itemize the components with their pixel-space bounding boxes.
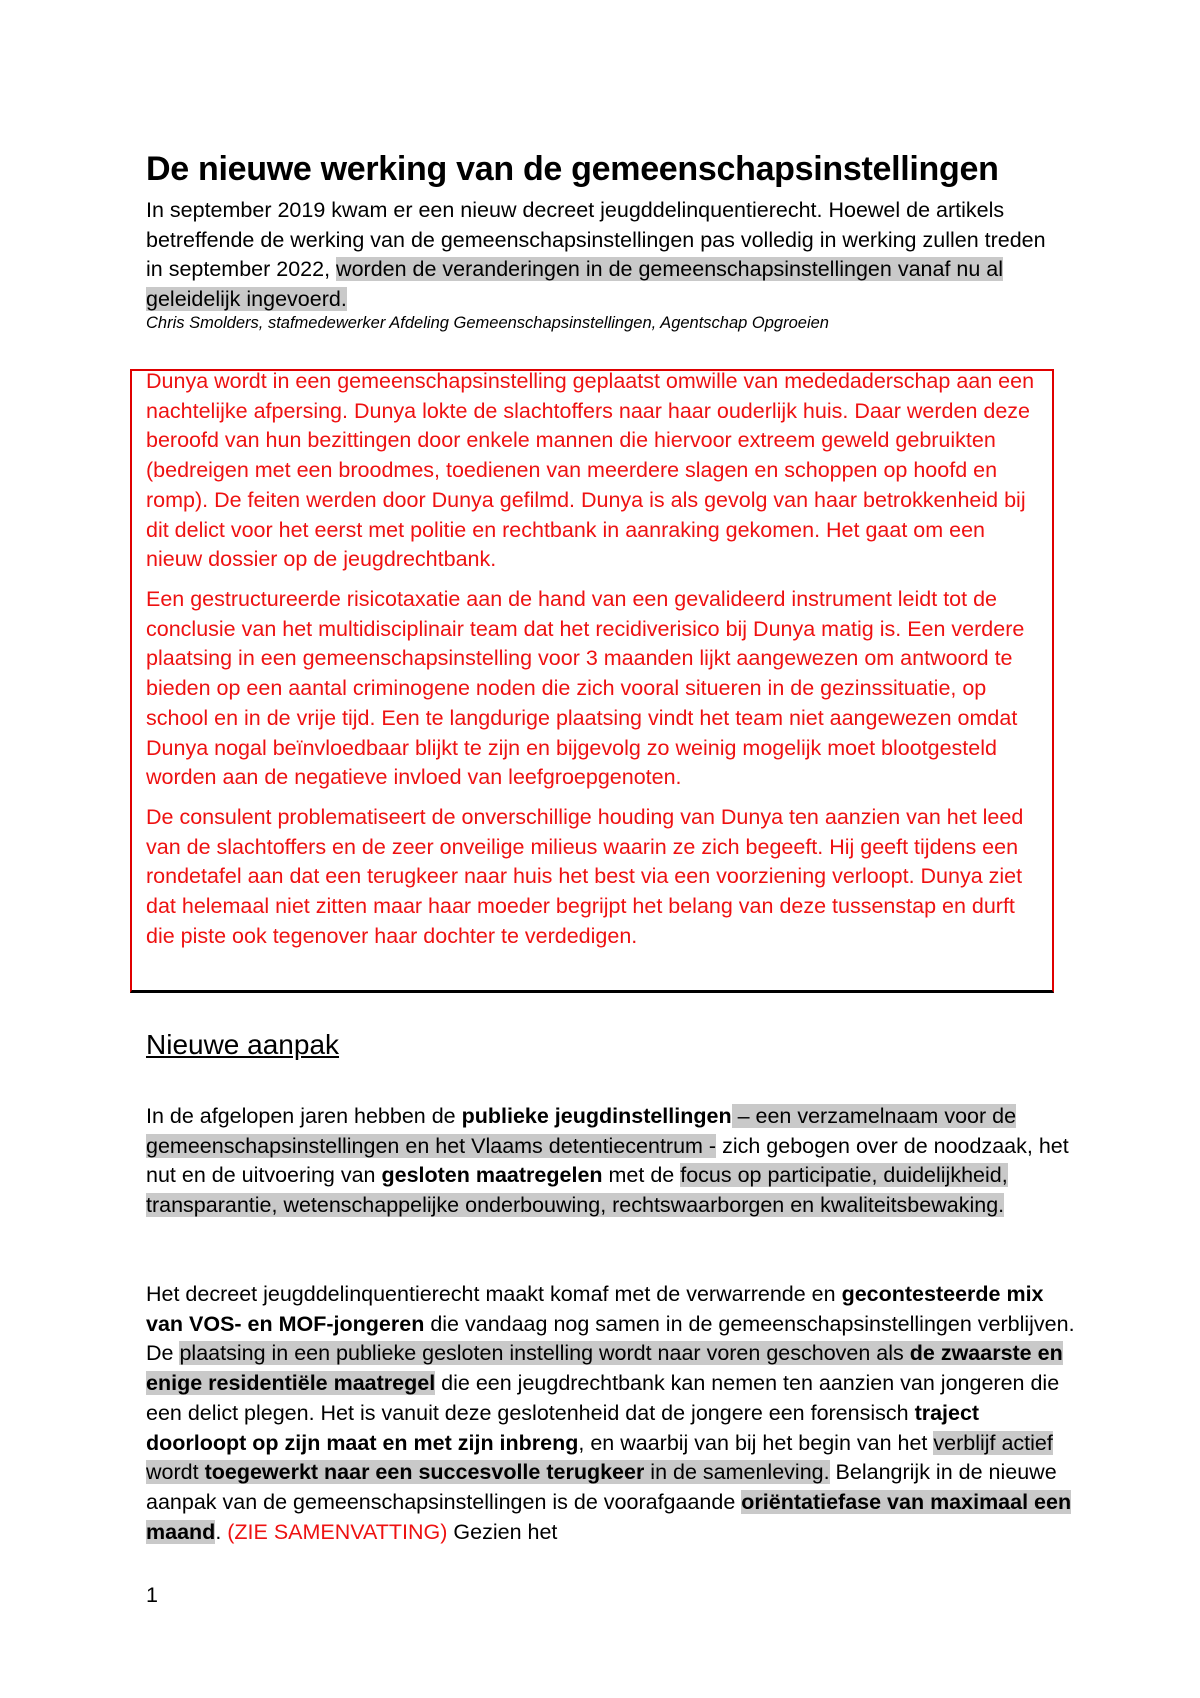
- summary-reference: (ZIE SAMENVATTING): [227, 1519, 448, 1544]
- highlight-run: plaatsing in een publieke gesloten instelling wordt naar voren geschoven als: [179, 1341, 910, 1366]
- text-run: Het decreet jeugddelinquentierecht maakt komaf met de verwarrende en: [146, 1282, 842, 1306]
- highlight-run: focus op participatie, duidelijkheid, transparantie, wetenschappelijke onderbouwing, rechtswaarborgen en kwaliteitsbewaking.: [146, 1163, 1008, 1218]
- bold-run: publieke jeugdinstellingen: [461, 1104, 732, 1128]
- section-heading: Nieuwe aanpak: [146, 1029, 340, 1060]
- text-run: die vandaag nog samen in de gemeenschapsinstellingen verblijven. De: [146, 1311, 1075, 1366]
- intro-highlight: worden de veranderingen in de gemeenschapsinstellingen vanaf nu al geleidelijk ingevoerd.: [146, 257, 1004, 312]
- bold-highlight-run: toegewerkt naar een succesvolle terugkeer: [204, 1460, 645, 1485]
- text-run: Belangrijk in de nieuwe aanpak van de gemeenschapsinstellingen is de voorafgaande: [146, 1460, 1057, 1514]
- case-paragraph-3: De consulent problematiseert de onverschillige houding van Dunya ten aanzien van het leed van de slachtoffers en de zeer onveilige milieus waarin ze zich begeeft. Hij geeft tijdens een rondetafel aan dat een terugkeer naar huis het best via een voorziening verloopt. Dunya ziet dat helemaal niet zitten maar haar moeder begrijpt het belang van deze tussenstap en durft die piste ook tegenover haar dochter te verdedigen.: [146, 805, 1024, 948]
- text-run: zich gebogen over de noodzaak, het nut en de uitvoering van: [146, 1133, 1069, 1188]
- document-title: De nieuwe werking van de gemeenschapsinstellingen: [146, 150, 999, 188]
- case-paragraph-2: Een gestructureerde risicotaxatie aan de hand van een gevalideerd instrument leidt tot de conclusie van het multidisciplinair team dat het recidiverisico bij Dunya matig is. Een verdere plaatsing in een gemeenschapsinstelling voor 3 maanden lijkt aangewezen om antwoord te bieden op een aantal criminogene noden die zich vooral situeren in de gezinssituatie, op school en in de vrije tijd. Een te langdurige plaatsing vindt het team niet aangewezen omdat Dunya nogal beïnvloedbaar blijkt te zijn en bijgevolg zo weinig mogelijk moet blootgesteld worden aan de negatieve invloed van leefgroepgenoten.: [146, 587, 1025, 790]
- highlight-run: verblijf actief wordt: [146, 1430, 1053, 1485]
- bold-highlight-run: de zwaarste en enige residentiële maatregel: [146, 1341, 1063, 1396]
- text-run: met de: [602, 1163, 681, 1188]
- highlight-run: – een verzamelnaam voor de gemeenschapsinstellingen en het Vlaams detentiecentrum -: [146, 1104, 1017, 1158]
- body-paragraph-1: [146, 1102, 1076, 1221]
- case-study-box: [130, 369, 1054, 993]
- page-number: 1: [146, 1583, 158, 1607]
- text-run: .: [215, 1519, 228, 1544]
- bold-highlight-run: oriëntatiefase van maximaal een maand: [146, 1489, 1072, 1544]
- text-run: , en waarbij van bij het begin van het: [578, 1430, 934, 1455]
- text-run: Gezien het: [447, 1519, 558, 1544]
- author-line: Chris Smolders, stafmedewerker Afdeling Gemeenschapsinstellingen, Agentschap Opgroeien: [146, 314, 829, 332]
- bold-run: traject doorloopt op zijn maat en met zijn inbreng: [146, 1400, 980, 1455]
- text-run: die een jeugdrechtbank kan nemen ten aanzien van jongeren die een delict plegen. Het is vanuit deze geslotenheid dat de jongere een forensisch: [146, 1371, 1060, 1425]
- highlight-run: in de samenleving.: [644, 1460, 830, 1485]
- bold-run: gecontesteerde mix van VOS- en MOF-jongeren: [146, 1282, 1044, 1336]
- intro-text: In september 2019 kwam er een nieuw decreet jeugddelinquentierecht. Hoewel de artikels betreffende de werking van de gemeenschapsinstellingen pas volledig in werking zullen treden in september 2022,: [146, 198, 1046, 282]
- case-paragraph-1: Dunya wordt in een gemeenschapsinstelling geplaatst omwille van mededaderschap aan een nachtelijke afpersing. Dunya lokte de slachtoffers naar haar ouderlijk huis. Daar werden deze beroofd van hun bezittingen door enkele mannen die hiervoor extreem geweld gebruikten (bedreigen met een broodmes, toedienen van meerdere slagen en schoppen op hoofd en romp). De feiten werden door Dunya gefilmd. Dunya is als gevolg van haar betrokkenheid bij dit delict voor het eerst met politie en rechtbank in aanraking gekomen. Het gaat om een nieuw dossier op de jeugdrechtbank.: [146, 369, 1035, 572]
- intro-paragraph: [146, 196, 1066, 315]
- body-paragraph-2: [146, 1280, 1076, 1547]
- text-run: In de afgelopen jaren hebben de: [146, 1104, 462, 1128]
- bold-run: gesloten maatregelen: [381, 1163, 603, 1188]
